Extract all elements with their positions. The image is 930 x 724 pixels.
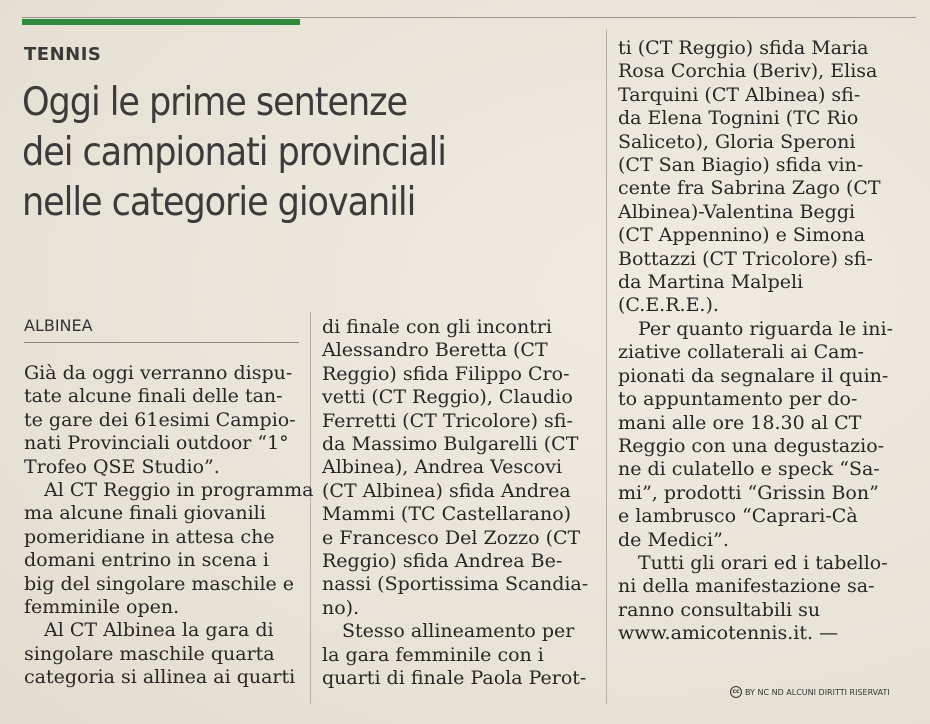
text-line: nassi (Sportissima Scandia-	[322, 573, 589, 596]
text-line: Rosa Corchia (Beriv), Elisa	[618, 60, 878, 83]
text-line: Al CT Reggio in programma	[44, 479, 314, 502]
text-line: pomeridiane in attesa che	[24, 525, 275, 548]
article-column-2	[322, 316, 594, 691]
text-line: Bottazzi (CT Tricolore) sfi-	[618, 247, 873, 270]
text-line: ranno consultabili su	[618, 598, 821, 621]
text-line: Saliceto), Gloria Speroni	[618, 130, 856, 153]
text-line: to appuntamento per do-	[618, 388, 858, 411]
article-column-3	[618, 37, 894, 646]
text-line: mi”, prodotti “Grissin Bon”	[618, 481, 879, 504]
text-line: Mammi (TC Castellarano)	[322, 503, 572, 526]
text-line: www.amicotennis.it. —	[618, 622, 839, 645]
text-line: ziative collaterali ai Cam-	[618, 341, 864, 364]
text-line: ti (CT Reggio) sfida Maria	[618, 37, 869, 59]
dateline: ALBINEA	[24, 316, 93, 335]
column-divider	[310, 312, 311, 704]
text-line: ni della manifestazione sa-	[618, 575, 875, 598]
text-line: big del singolare maschile e	[24, 572, 295, 595]
text-line: Per quanto riguarda le ini-	[638, 317, 894, 340]
text-line: pionati da segnalare il quin-	[618, 364, 889, 387]
text-line: te gare dei 61esimi Campio-	[24, 408, 296, 431]
creative-commons-icon: cc	[730, 686, 742, 698]
headline-line: dei campionati provinciali	[22, 130, 446, 175]
text-line: Reggio) sfida Andrea Be-	[322, 550, 563, 573]
text-line: cente fra Sabrina Zago (CT	[618, 177, 881, 200]
text-line: da Martina Malpeli	[618, 271, 804, 294]
text-line: mani alle ore 18.30 al CT	[618, 411, 862, 434]
text-line: quarti di finale Paola Perot-	[322, 667, 587, 690]
text-line: Trofeo QSE Studio”.	[24, 455, 220, 478]
text-line: categoria si allinea ai quarti	[24, 666, 296, 689]
text-line: Alessandro Beretta (CT	[322, 339, 548, 362]
article-column-1	[24, 362, 314, 690]
license-text: BY NC ND ALCUNI DIRITTI RISERVATI	[745, 687, 890, 697]
text-line: domani entrino in scena i	[24, 549, 269, 572]
text-line: tate alcune finali delle tan-	[24, 385, 283, 408]
text-line: Albinea), Andrea Vescovi	[322, 456, 563, 479]
text-line: e Francesco Del Zozzo (CT	[322, 526, 581, 549]
text-line: ne di culatello e speck “Sa-	[618, 458, 880, 481]
text-line: (CT Albinea) sfida Andrea	[322, 479, 571, 502]
text-line: da Elena Tognini (TC Rio	[618, 107, 859, 130]
headline-line: Oggi le prime sentenze	[22, 80, 408, 125]
text-line: Tutti gli orari ed i tabello-	[638, 551, 888, 574]
text-line: nati Provinciali outdoor “1°	[24, 432, 289, 455]
text-line: no).	[322, 596, 360, 619]
text-line: (C.E.R.E.).	[618, 294, 719, 317]
text-line: ma alcune finali giovanili	[24, 502, 266, 525]
text-line: Tarquini (CT Albinea) sfi-	[618, 83, 861, 106]
text-line: de Medici”.	[618, 528, 729, 551]
text-line: da Massimo Bulgarelli (CT	[322, 433, 579, 456]
text-line: la gara femminile con i	[322, 643, 544, 666]
section-label: TENNIS	[24, 44, 102, 65]
text-line: singolare maschile quarta	[24, 642, 275, 665]
text-line: vetti (CT Reggio), Claudio	[322, 386, 573, 409]
license-notice	[730, 686, 890, 698]
text-line: Al CT Albinea la gara di	[44, 619, 274, 642]
text-line: Stesso allineamento per	[342, 620, 575, 643]
headline-line: nelle categorie giovanili	[22, 180, 416, 225]
text-line: Reggio) sfida Filippo Cro-	[322, 362, 570, 385]
text-line: (CT Appennino) e Simona	[618, 224, 866, 247]
section-accent-bar	[22, 19, 300, 25]
dateline-rule	[24, 342, 299, 343]
text-line: Albinea)-Valentina Beggi	[618, 200, 856, 223]
text-line: di finale con gli incontri	[322, 316, 553, 338]
text-line: Reggio con una degustazio-	[618, 434, 885, 457]
headline	[22, 78, 562, 228]
text-line: e lambrusco “Caprari-Cà	[618, 505, 858, 528]
column-divider	[606, 30, 607, 704]
text-line: Già da oggi verranno dispu-	[24, 362, 293, 384]
text-line: (CT San Biagio) sfida vin-	[618, 154, 864, 177]
text-line: femminile open.	[24, 596, 180, 619]
text-line: Ferretti (CT Tricolore) sfi-	[322, 409, 573, 432]
